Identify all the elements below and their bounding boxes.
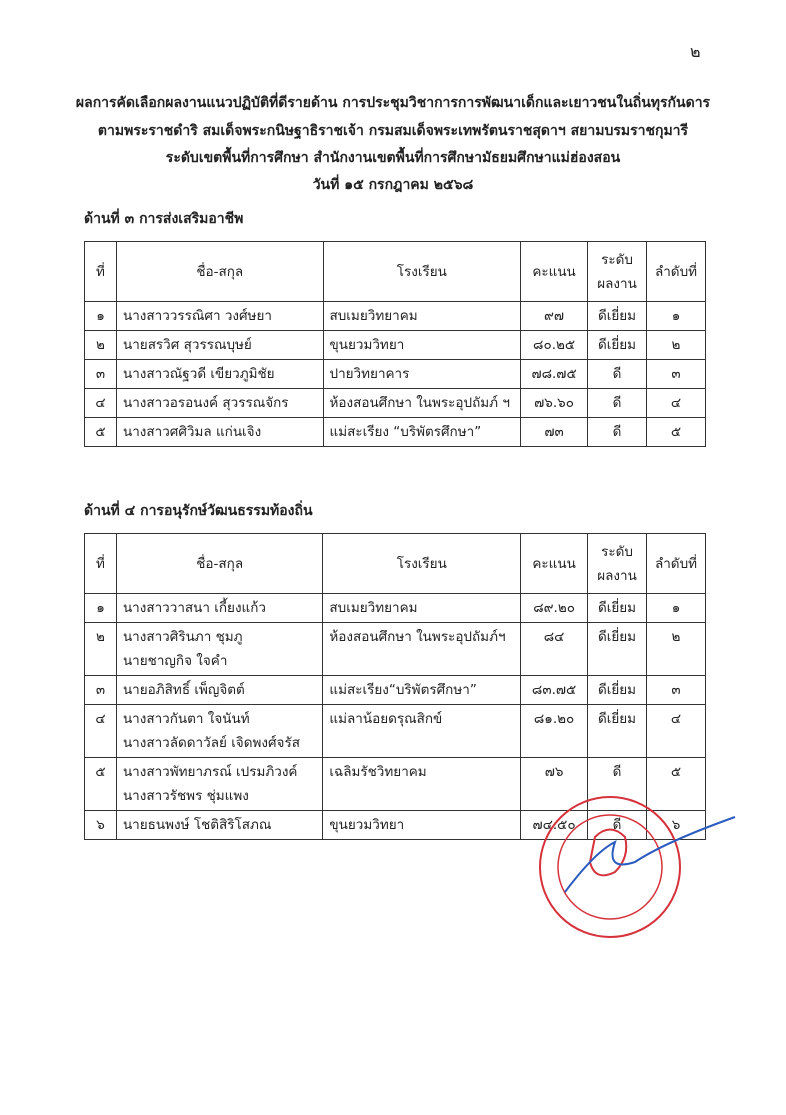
official-stamp (525, 792, 745, 952)
column-header: ชื่อ-สกุล (116, 534, 322, 594)
table-header-row (85, 534, 706, 594)
table-row (85, 418, 706, 447)
table-row (85, 302, 706, 331)
table-cell: นายธนพงษ์ โชติสิริโสภณ (116, 811, 322, 840)
table-cell: ๗๖ (521, 758, 588, 811)
table-cell: นางสาวศิรินภา ชุมภู นายชาญกิจ ใจคำ (116, 623, 322, 676)
table-cell: ดีเยี่ยม (588, 676, 647, 705)
table-cell: ๒ (647, 623, 706, 676)
table-row (85, 676, 706, 705)
column-header: ที่ (85, 242, 117, 302)
title-date: วันที่ ๑๕ กรกฎาคม ๒๕๖๘ (312, 177, 474, 193)
table-cell: ๔ (647, 389, 706, 418)
table-cell: ปายวิทยาคาร (323, 360, 521, 389)
column-header: โรงเรียน (323, 534, 521, 594)
column-header: ชื่อ-สกุล (116, 242, 323, 302)
table-cell: นางสาวณัฐวดี เขียวภูมิชัย (116, 360, 323, 389)
table-cell: ๒ (647, 331, 706, 360)
table-cell: ๓ (85, 360, 117, 389)
table-cell: ดีเยี่ยม (588, 594, 647, 623)
column-header: ระดับ ผลงาน (588, 534, 647, 594)
table-row (85, 331, 706, 360)
table-cell: ๔ (647, 705, 706, 758)
section-title: ด้านที่ ๓ การส่งเสริมอาชีพ (84, 211, 244, 227)
column-header: คะแนน (521, 534, 588, 594)
table-cell: เฉลิมรัชวิทยาคม (323, 758, 521, 811)
table-cell: นางสาววาสนา เกี้ยงแก้ว (116, 594, 322, 623)
table-cell: ๑ (85, 302, 117, 331)
table-cell: ดีเยี่ยม (588, 623, 647, 676)
table-cell: ๒ (85, 331, 117, 360)
table-cell: ดีเยี่ยม (588, 331, 647, 360)
table-cell: ดีเยี่ยม (588, 302, 647, 331)
title-line-1: ผลการคัดเลือกผลงานแนวปฏิบัติที่ดีรายด้าน การประชุมวิชาการการพัฒนาเด็กและเยาวชนในถิ่นทุรกันดาร (75, 95, 711, 111)
table-cell: ๔ (85, 705, 117, 758)
table-row (85, 623, 706, 676)
table-cell: ๑ (647, 302, 706, 331)
table-cell: ๘๑.๒๐ (521, 705, 588, 758)
table-cell: ขุนยวมวิทยา (323, 331, 521, 360)
table-row (85, 594, 706, 623)
table-cell: สบเมยวิทยาคม (323, 302, 521, 331)
title-line-2: ตามพระราชดำริ สมเด็จพระกนิษฐาธิราชเจ้า กรมสมเด็จพระเทพรัตนราชสุดาฯ สยามบรมราชกุมารี (97, 123, 689, 139)
column-header: ลำดับที่ (647, 242, 706, 302)
table-cell: ๒ (85, 623, 117, 676)
table-cell: ๘๔ (521, 623, 588, 676)
table-cell: ๓ (647, 676, 706, 705)
table-cell: ๙๗ (521, 302, 588, 331)
table-cell: ห้องสอนศึกษา ในพระอุปถัมภ์ ฯ (323, 389, 521, 418)
table-cell: ดีเยี่ยม (588, 705, 647, 758)
table-cell: ๖ (647, 811, 706, 840)
table-cell: ๕ (85, 418, 117, 447)
table-cell: นางสาววรรณิศา วงศ์ษยา (116, 302, 323, 331)
table-cell: นางสาวอรอนงค์ สุวรรณจักร (116, 389, 323, 418)
table-cell: ดี (588, 418, 647, 447)
table-cell: นางสาวพัทยาภรณ์ เปรมภิวงค์ นางสาวรัชพร ชุ่มแพง (116, 758, 322, 811)
title-line-3: ระดับเขตพื้นที่การศึกษา สำนักงานเขตพื้นที่การศึกษามัธยมศึกษาแม่ฮ่องสอน (165, 150, 621, 166)
table-cell: ๕ (647, 758, 706, 811)
table-cell: นางสาวกันตา ใจนันท์ นางสาวลัดดาวัลย์ เจิดพงศ์จรัส (116, 705, 322, 758)
table-row (85, 705, 706, 758)
column-header: ที่ (85, 534, 117, 594)
column-header: ลำดับที่ (647, 534, 706, 594)
results-table-career (84, 241, 706, 447)
table-cell: ๖ (85, 811, 117, 840)
table-cell: นางสาวศศิวิมล แก่นเจิง (116, 418, 323, 447)
table-cell: ๘๓.๗๕ (521, 676, 588, 705)
table-row (85, 389, 706, 418)
table-cell: ๗๔.๕๐ (521, 811, 588, 840)
table-cell: แม่สะเรียง“บริพัตรศึกษา” (323, 676, 521, 705)
table-cell: ห้องสอนศึกษา ในพระอุปถัมภ์ฯ (323, 623, 521, 676)
table-cell: ๓ (647, 360, 706, 389)
table-cell: ๓ (85, 676, 117, 705)
column-header: โรงเรียน (323, 242, 521, 302)
table-cell: ๕ (85, 758, 117, 811)
table-cell: นายอภิสิทธิ์ เพ็ญจิตต์ (116, 676, 322, 705)
table-cell: ๗๓ (521, 418, 588, 447)
table-cell: ดี (588, 758, 647, 811)
table-cell: ๗๘.๗๕ (521, 360, 588, 389)
table-header-row (85, 242, 706, 302)
table-cell: แม่สะเรียง “บริพัตรศึกษา” (323, 418, 521, 447)
table-cell: ๔ (85, 389, 117, 418)
table-cell: ๑ (85, 594, 117, 623)
table-cell: ดี (588, 811, 647, 840)
table-cell: แม่ลาน้อยดรุณสิกข์ (323, 705, 521, 758)
table-cell: ๘๐.๒๕ (521, 331, 588, 360)
table-cell: ดี (588, 389, 647, 418)
table-cell: ดี (588, 360, 647, 389)
table-cell: นายสรวิศ สุวรรณบุษย์ (116, 331, 323, 360)
table-cell: ๕ (647, 418, 706, 447)
section-title: ด้านที่ ๔ การอนุรักษ์วัฒนธรรมท้องถิ่น (84, 503, 313, 519)
table-cell: ๗๖.๖๐ (521, 389, 588, 418)
table-cell: ๑ (647, 594, 706, 623)
column-header: ระดับ ผลงาน (588, 242, 647, 302)
table-row (85, 360, 706, 389)
page-number: ๒ (690, 42, 701, 61)
table-cell: ๘๙.๒๐ (521, 594, 588, 623)
table-cell: ขุนยวมวิทยา (323, 811, 521, 840)
column-header: คะแนน (521, 242, 588, 302)
table-cell: สบเมยวิทยาคม (323, 594, 521, 623)
